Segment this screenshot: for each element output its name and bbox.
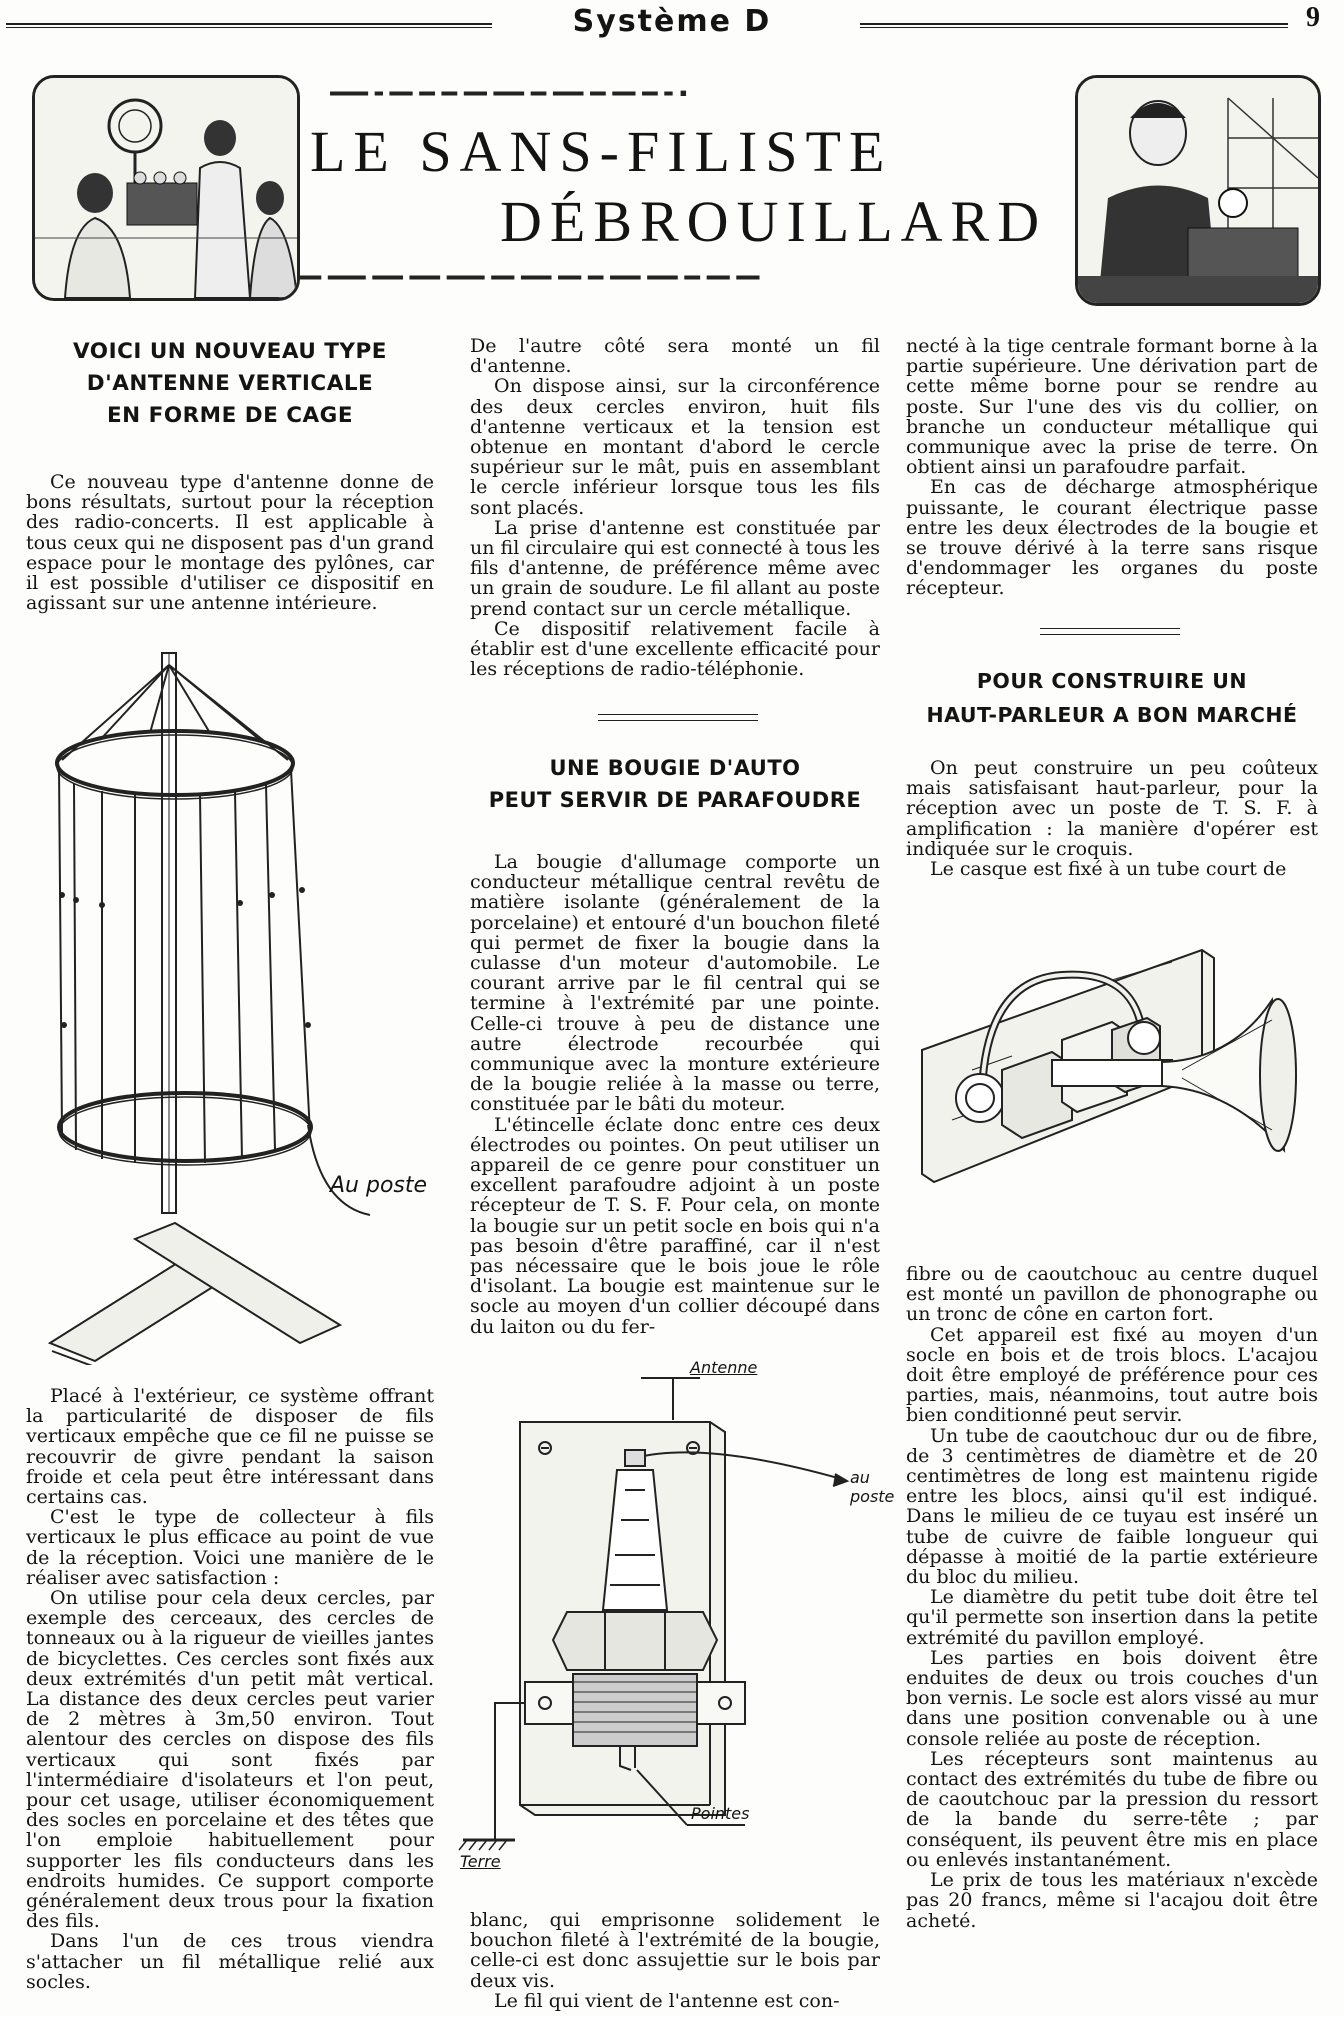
- article1-continued: On dispose ainsi, sur la circonférence des deux cercles environ, huit fils d'antenne verticaux et la tension est obtenue en montant d'abord le cercle supérieur sur le mât, puis en assemblant le cercle inférieur lorsque tous les fils sont placés.: [470, 375, 880, 519]
- article2-title-line: PEUT SERVIR DE PARAFOUDRE: [488, 788, 862, 812]
- au-poste-label: Au poste: [330, 1173, 428, 1198]
- article3-after-figure: Le diamètre du petit tube doit être tel qu'il permette son insertion dans la petite extrémité du pavillon employé.: [906, 1586, 1318, 1649]
- article1-continued: Ce dispositif relativement facile à établir est d'une excellente efficacité pour les réceptions de radio-téléphonie.: [470, 617, 880, 681]
- listeners-illustration: [35, 78, 297, 298]
- loudspeaker-drawing: [912, 920, 1322, 1250]
- column-3-top: [906, 336, 1318, 599]
- article2-title: [470, 752, 880, 816]
- article1-paragraph: C'est le type de collecteur à fils verticaux le plus efficace au point de vue de la réception. Voici une manière de le réaliser avec satisfaction :: [26, 1506, 434, 1589]
- article1-title-line: D'ANTENNE VERTICALE: [86, 371, 374, 396]
- article1-paragraph: Dans l'un de ces trous viendra s'attacher un fil métallique relié aux socles.: [26, 1930, 434, 1993]
- article3-title-line: HAUT-PARLEUR A BON MARCHÉ: [926, 703, 1298, 727]
- article1-continued: La prise d'antenne est constituée par un fil circulaire qui est connecté à tous les fils d'antenne, de préférence même avec un grain de soudure. Le fil allant au poste prend contact sur un cercle métallique.: [470, 516, 880, 620]
- banner-title-line2: DÉBROUILLARD: [500, 189, 1048, 254]
- article3-after-figure: Les récepteurs sont maintenus au contact des extrémités du tube de fibre ou de caoutchouc par la pression du ressort de la bande du serre-tête ; par conséquent, ils peuvent être mis en place ou enlevés instantanément.: [906, 1747, 1318, 1871]
- article1-paragraph: On utilise pour cela deux cercles, par exemple des cerceaux, des cercles de tonneaux ou à la rigueur de vieilles jantes de bicyclettes. Ces cercles sont fixés aux deux extrémités d'un petit mât vertical. La distance des deux cercles peut varier de 2 mètres à 3m,50 environ. Tout alentour des cercles on dispose des fils verticaux qui sont fixés par l'intermédiaire d'isolateurs et l'on peut, pour cet usage, utiliser économiquement des socles en porcelaine et des têtes que l'on emploie habituellement pour supporter les fils conducteurs dans les endroits humides. Ce support comporte généralement deux trous pour la fixation des fils.: [26, 1587, 434, 1933]
- article3-paragraph: On peut construire un peu coûteux mais satisfaisant haut-parleur, pour la réception avec un poste de T. S. F. à amplification : la manière d'opérer est indiquée sur le croquis.: [906, 757, 1318, 860]
- column-2-top: [470, 336, 880, 679]
- separator: [1040, 628, 1180, 629]
- separator: [598, 720, 758, 721]
- cage-antenna-drawing: [40, 645, 440, 1365]
- article1-continued: De l'autre côté sera monté un fil d'antenne.: [470, 335, 880, 378]
- banner-dash-top: ▬▬▬▬▬ ▬ ▬▬▬ ▬▬ ▬▬ ▬▬▬ ▬▬▬▬ ▬▬ ▬▬▬▬ ▬▬ ▬▬▬ ▬▬ ▬ ▪: [330, 88, 687, 98]
- spark-plug-drawing: [455, 1370, 885, 1890]
- article1-title-line: VOICI UN NOUVEAU TYPE: [73, 339, 387, 364]
- column-1-top: [26, 336, 434, 613]
- article3-after-figure: fibre ou de caoutchouc au centre duquel est monté un pavillon de phonographe ou un tronc de cône en carton fort.: [906, 1263, 1318, 1326]
- cage-antenna-figure: [40, 645, 440, 1365]
- article3-after-figure: Le prix de tous les matériaux n'excède pas 20 francs, même si l'acajou doit être acheté.: [906, 1869, 1318, 1932]
- column-3-middle: [906, 664, 1318, 879]
- article2-after-figure: Le fil qui vient de l'antenne est con-: [494, 1989, 840, 2012]
- article3-title-line: POUR CONSTRUIRE UN: [976, 669, 1248, 693]
- article3-paragraph: Le casque est fixé à un tube court de: [930, 858, 1287, 881]
- article3-after-figure: Cet appareil est fixé au moyen d'un socle en bois et de trois blocs. L'acajou doit être employé de préférence pour ces parties, mais, néanmoins, tout autre bois bien conditionné peut servir.: [906, 1323, 1318, 1427]
- au-poste-label: au poste: [850, 1468, 895, 1506]
- column-3-bottom: [906, 1264, 1318, 1931]
- masthead-title: Système D: [572, 4, 772, 39]
- spark-plug-figure: [455, 1358, 895, 1890]
- page-number: 9: [1306, 2, 1320, 33]
- article2-continued: En cas de décharge atmosphérique puissante, le courant électrique passe entre les deux électrodes de la bougie et se trouve dérivé à la terre sans risque d'endommager les organes du poste récepteur.: [906, 476, 1318, 600]
- article1-title: [26, 336, 434, 432]
- article3-after-figure: Un tube de caoutchouc dur ou de fibre, de 3 centimètres de diamètre et de 20 centimètres de long est maintenu rigide entre les blocs, ainsi qu'il est indiqué. Dans le milieu de ce tuyau est inséré un tube de cuivre de faible longueur qui dépasse à moitié de la partie extérieure du bloc du milieu.: [906, 1424, 1318, 1589]
- column-2-middle: [470, 752, 880, 1337]
- banner-illustration-right: [1075, 75, 1321, 306]
- banner-title-line1: LE SANS-FILISTE: [310, 119, 893, 184]
- banner-dash-bottom: ▬▬▬ ▬▬▬▬▬ ▬▬▬▬ ▬▬▬▬ ▬▬▬▬▬ ▬▬▬ ▬▬▬▬ ▬▬▬ ▬▬ ▬▬▬▬ ▬▬▬▬ ▬▬ ▬▬▬ ▬▬▬: [298, 272, 759, 282]
- article1-title-line: EN FORME DE CAGE: [106, 403, 354, 428]
- article2-title-line: UNE BOUGIE D'AUTO: [549, 756, 801, 780]
- article2-paragraph: L'étincelle éclate donc entre ces deux électrodes ou pointes. On peut utiliser un appareil de ce genre pour constituer un excellent parafoudre adjoint à un poste récepteur de T. S. F. Pour cela, on monte la bougie sur un petit socle en bois qui n'a pas besoin d'être paraffiné, car il n'est pas nécessaire que le bois joue le rôle d'isolant. La bougie est maintenue sur le socle au moyen d'un collier découpé dans du laiton ou du fer-: [470, 1113, 880, 1338]
- antenne-label: Antenne: [690, 1358, 758, 1377]
- loudspeaker-figure: [912, 920, 1322, 1250]
- article2-paragraph: La bougie d'allumage comporte un conducteur métallique central revêtu de matière isolante (généralement de la porcelaine) et entouré d'un bouchon fileté qui permet de fixer la bougie dans la culasse d'un moteur d'automobile. Le courant arrive par le fil central qui se termine à l'extrémité par une pointe. Celle-ci trouve à peu de distance une autre électrode recourbée qui communique avec la monture extérieure de la bougie reliée à la masse ou terre, constituée par le bâti du moteur.: [470, 851, 880, 1116]
- article3-after-figure: Les parties en bois doivent être enduites de deux ou trois couches d'un bon vernis. Le socle est alors vissé au mur dans une position convenable ou à une console reliée au poste de réception.: [906, 1646, 1318, 1750]
- separator: [598, 714, 758, 715]
- pointes-label: Pointes: [691, 1804, 750, 1823]
- column-2-bottom: [470, 1910, 880, 2011]
- banner-illustration-left: [32, 75, 300, 301]
- article1-paragraph: Placé à l'extérieur, ce système offrant la particularité de disposer de fils verticaux empêche que ce fil ne puisse se recouvrir de givre pendant la saison froide et cela peut être intéressant dans certains cas.: [26, 1385, 434, 1509]
- column-1-bottom: [26, 1386, 434, 1992]
- article3-title: [906, 664, 1318, 732]
- operator-illustration: [1078, 78, 1318, 303]
- separator: [1040, 634, 1180, 635]
- terre-label: Terre: [460, 1852, 501, 1871]
- article2-continued: necté à la tige centrale formant borne à la partie supérieure. Une dérivation part de cette même borne pour se rendre au poste. Sur l'une des vis du collier, on branche un conducteur métallique qui communique avec la prise de terre. On obtient ainsi un parafoudre parfait.: [906, 335, 1318, 479]
- article2-after-figure: blanc, qui emprisonne solidement le bouchon fileté à l'extrémité de la bougie, celle-ci est donc assujettie sur le bois par deux vis.: [470, 1909, 880, 1992]
- article1-intro: Ce nouveau type d'antenne donne de bons résultats, surtout pour la réception des radio-concerts. Il est applicable à tous ceux qui ne disposent pas d'un grand espace pour le montage des pylônes, car il est possible d'utiliser ce dispositif en agissant sur une antenne intérieure.: [26, 471, 434, 615]
